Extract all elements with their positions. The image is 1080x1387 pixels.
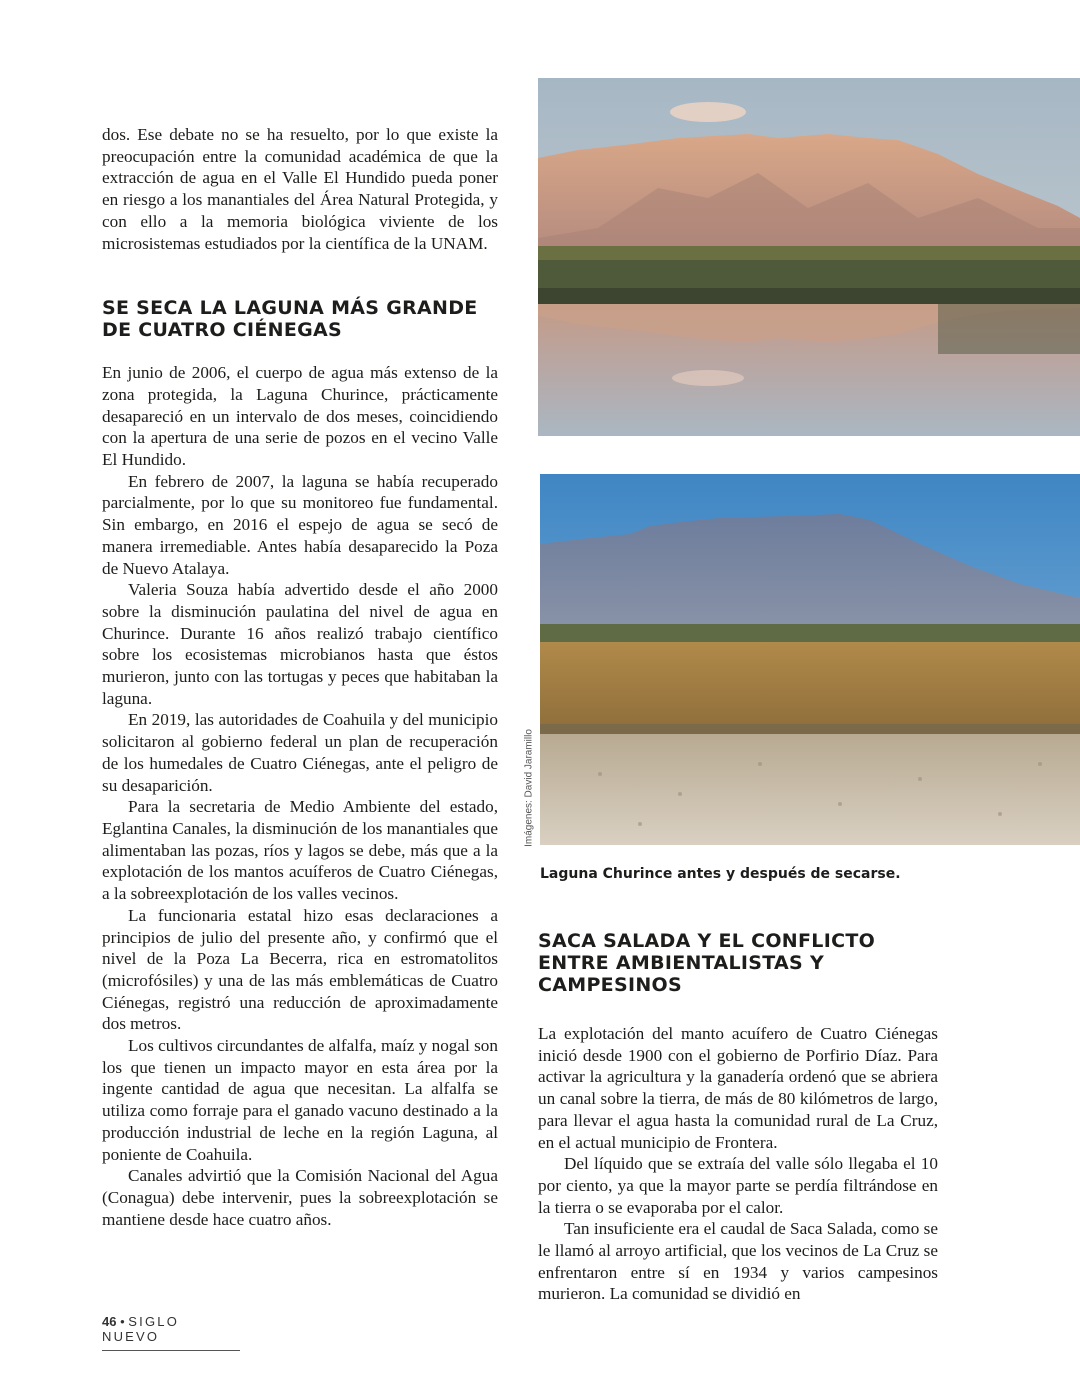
photo-caption: Laguna Churince antes y después de secarse. bbox=[540, 866, 901, 882]
body-paragraph: Los cultivos circundantes de alfalfa, maíz y nogal son los que tienen un impacto mayor en esta área por la ingente cantidad de agua que necesitan. La alfalfa se utiliza como forraje para el ganado vacuno destinado a la producción industrial de leche en la región Laguna, al poniente de Coahuila. bbox=[102, 1036, 498, 1164]
body-paragraph: En 2019, las autoridades de Coahuila y del municipio solicitaron al gobierno federal un plan de recuperación de los humedales de Cuatro Ciénegas, ante el peligro de su desaparición. bbox=[102, 710, 498, 795]
body-paragraph: Del líquido que se extraía del valle sólo llegaba el 10 por ciento, ya que la mayor parte se perdía filtrándose en la tierra o se evaporaba por el calor. bbox=[538, 1154, 938, 1217]
photo-credit: Imágenes: David Jaramillo bbox=[523, 728, 535, 847]
body-paragraph: La explotación del manto acuífero de Cuatro Ciénegas inició desde 1900 con el gobierno de Porfirio Díaz. Para activar la agricultura y la ganadería ordenó que se abriera un canal sobre la tierra, de más de 80 kilómetros de largo, para llevar el agua hasta la comunidad rural de La Cruz, en el actual municipio de Frontera. bbox=[538, 1024, 938, 1152]
body-paragraph: La funcionaria estatal hizo esas declaraciones a principios de julio del presente año, y confirmó que el nivel de la Poza La Becerra, rica en estromatolitos (microfósiles) y una de las más emblemáticas de Cuatro Ciénegas, registró una reducción de aproximadamente dos metros. bbox=[102, 905, 498, 1034]
body-paragraph: Para la secretaria de Medio Ambiente del estado, Eglantina Canales, la disminución de los manantiales que alimentaban las pozas, ríos y lagos se debe, más que a la explotación de los mantos acuíferos de Cuatro Ciénegas, a la sobreexplotación de los valles vecinos. bbox=[102, 797, 498, 904]
photo-laguna-after bbox=[540, 474, 1080, 845]
page-footer bbox=[102, 1314, 240, 1351]
intro-paragraph: dos. Ese debate no se ha resuelto, por lo que existe la preocupación entre la comunidad académica de que la extracción de agua en el Valle El Hundido pueda poner en riesgo a los manantiales del Área Natural Protegida, y con ello a la memoria biológica viviente de los microsistemas estudiados por la científica de la UNAM. bbox=[102, 125, 498, 253]
body-paragraph: Valeria Souza había advertido desde el año 2000 sobre la disminución paulatina del nivel de agua en Churince. Durante 16 años realizó trabajo científico sobre los ecosistemas microbianos hasta que éstos murieron, junto con las tortugas y peces que habitaban la laguna. bbox=[102, 580, 498, 708]
magazine-name: SIGLO NUEVO bbox=[102, 1314, 180, 1344]
section-heading-saca-salada: SACA SALADA Y EL CONFLICTO ENTRE AMBIENTALISTAS Y CAMPESINOS bbox=[538, 930, 876, 996]
body-paragraph: En febrero de 2007, la laguna se había recuperado parcialmente, por lo que su monitoreo fue fundamental. Sin embargo, en 2016 el espejo de agua se secó de manera irremediable. Antes había desaparecido la Poza de Nuevo Atalaya. bbox=[102, 471, 498, 578]
body-paragraph: Canales advirtió que la Comisión Nacional del Agua (Conagua) debe intervenir, pues la sobreexplotación se mantiene desde hace cuatro años. bbox=[102, 1166, 498, 1229]
body-paragraph: Tan insuficiente era el caudal de Saca Salada, como se le llamó al arroyo artificial, que los vecinos de La Cruz se enfrentaron entre sí en 1934 y varios campesinos murieron. La comunidad se dividió en bbox=[538, 1219, 938, 1304]
footer-separator: • bbox=[120, 1314, 125, 1329]
article-body-right bbox=[538, 1023, 938, 1305]
body-paragraph: En junio de 2006, el cuerpo de agua más extenso de la zona protegida, la Laguna Churince, prácticamente desapareció en un intervalo de dos meses, coincidiendo con la apertura de una serie de pozos en el vecino Valle El Hundido. bbox=[102, 363, 498, 470]
page-number: 46 bbox=[102, 1314, 117, 1329]
right-column bbox=[538, 930, 938, 1305]
section-heading-laguna: SE SECA LA LAGUNA MÁS GRANDE DE CUATRO CIÉNEGAS bbox=[102, 297, 478, 342]
article-body-left bbox=[102, 362, 498, 1230]
photo-laguna-before bbox=[538, 78, 1080, 436]
left-column bbox=[102, 124, 498, 1230]
